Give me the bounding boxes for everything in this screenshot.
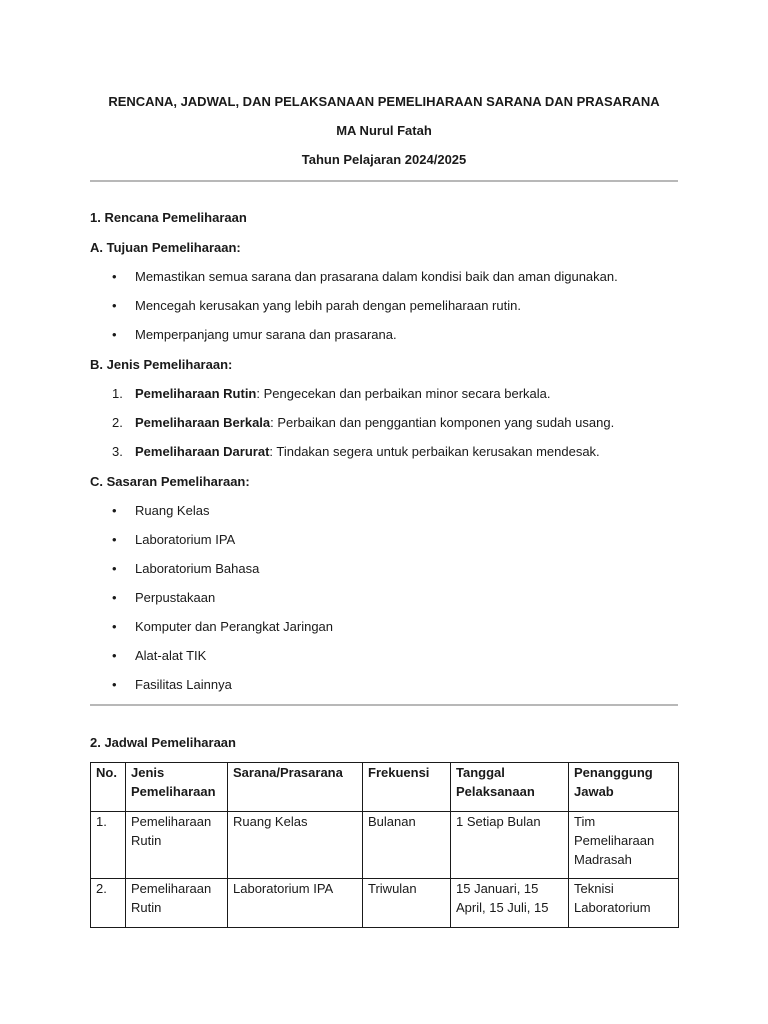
divider-1 [90, 180, 678, 182]
table-cell: Pemeliharaan Rutin [126, 812, 228, 879]
table-cell: Triwulan [363, 879, 451, 928]
table-cell: Tim Pemeliharaan Madrasah [569, 812, 679, 879]
column-header: Penanggung Jawab [569, 763, 679, 812]
bullet-icon: • [112, 619, 117, 634]
section2-heading: 2. Jadwal Pemeliharaan [90, 735, 236, 750]
table-cell: Laboratorium IPA [228, 879, 363, 928]
bullet-icon: • [112, 503, 117, 518]
table-cell: 2. [91, 879, 126, 928]
table-cell: Bulanan [363, 812, 451, 879]
bullet-icon: • [112, 298, 117, 313]
table-header-row [91, 763, 679, 812]
numbered-item [135, 444, 600, 459]
term-description: : Perbaikan dan penggantian komponen yang sudah usang. [270, 415, 615, 430]
table-cell: 15 Januari, 15 April, 15 Juli, 15 [451, 879, 569, 928]
list-number: 1. [112, 386, 123, 401]
list-number: 3. [112, 444, 123, 459]
section1-heading: 1. Rencana Pemeliharaan [90, 210, 247, 225]
column-header: Tanggal Pelaksanaan [451, 763, 569, 812]
table-row [91, 879, 679, 928]
section-c-heading: C. Sasaran Pemeliharaan: [90, 474, 250, 489]
table-cell: Pemeliharaan Rutin [126, 879, 228, 928]
column-header: No. [91, 763, 126, 812]
term-label: Pemeliharaan Darurat [135, 444, 270, 459]
school-name: MA Nurul Fatah [336, 123, 432, 138]
term-description: : Pengecekan dan perbaikan minor secara berkala. [256, 386, 551, 401]
list-item: Memperpanjang umur sarana dan prasarana. [135, 327, 397, 342]
list-item: Mencegah kerusakan yang lebih parah dengan pemeliharaan rutin. [135, 298, 521, 313]
list-item: Laboratorium Bahasa [135, 561, 260, 576]
list-item: Ruang Kelas [135, 503, 210, 518]
table-cell: Ruang Kelas [228, 812, 363, 879]
table-cell: 1 Setiap Bulan [451, 812, 569, 879]
numbered-item [135, 415, 614, 430]
table-cell: Teknisi Laboratorium [569, 879, 679, 928]
list-number: 2. [112, 415, 123, 430]
schedule-table [90, 762, 679, 928]
bullet-icon: • [112, 269, 117, 284]
list-item: Laboratorium IPA [135, 532, 236, 547]
bullet-icon: • [112, 648, 117, 663]
section-b-heading: B. Jenis Pemeliharaan: [90, 357, 233, 372]
divider-2 [90, 704, 678, 706]
section-a-heading: A. Tujuan Pemeliharaan: [90, 240, 241, 255]
bullet-icon: • [112, 677, 117, 692]
list-item: Perpustakaan [135, 590, 216, 605]
column-header: Sarana/Prasarana [228, 763, 363, 812]
numbered-item [135, 386, 551, 401]
list-item: Komputer dan Perangkat Jaringan [135, 619, 334, 634]
bullet-icon: • [112, 561, 117, 576]
bullet-icon: • [112, 590, 117, 605]
academic-year: Tahun Pelajaran 2024/2025 [301, 152, 467, 167]
term-label: Pemeliharaan Rutin [135, 386, 257, 401]
bullet-icon: • [112, 327, 117, 342]
table-row [91, 812, 679, 879]
table-cell: 1. [91, 812, 126, 879]
term-description: : Tindakan segera untuk perbaikan kerusakan mendesak. [269, 444, 600, 459]
column-header: Jenis Pemeliharaan [126, 763, 228, 812]
document-title: RENCANA, JADWAL, DAN PELAKSANAAN PEMELIHARAAN SARANA DAN PRASARANA [108, 94, 660, 109]
list-item: Memastikan semua sarana dan prasarana dalam kondisi baik dan aman digunakan. [135, 269, 618, 284]
list-item: Alat-alat TIK [135, 648, 207, 663]
column-header: Frekuensi [363, 763, 451, 812]
bullet-icon: • [112, 532, 117, 547]
list-item: Fasilitas Lainnya [135, 677, 232, 692]
term-label: Pemeliharaan Berkala [135, 415, 271, 430]
